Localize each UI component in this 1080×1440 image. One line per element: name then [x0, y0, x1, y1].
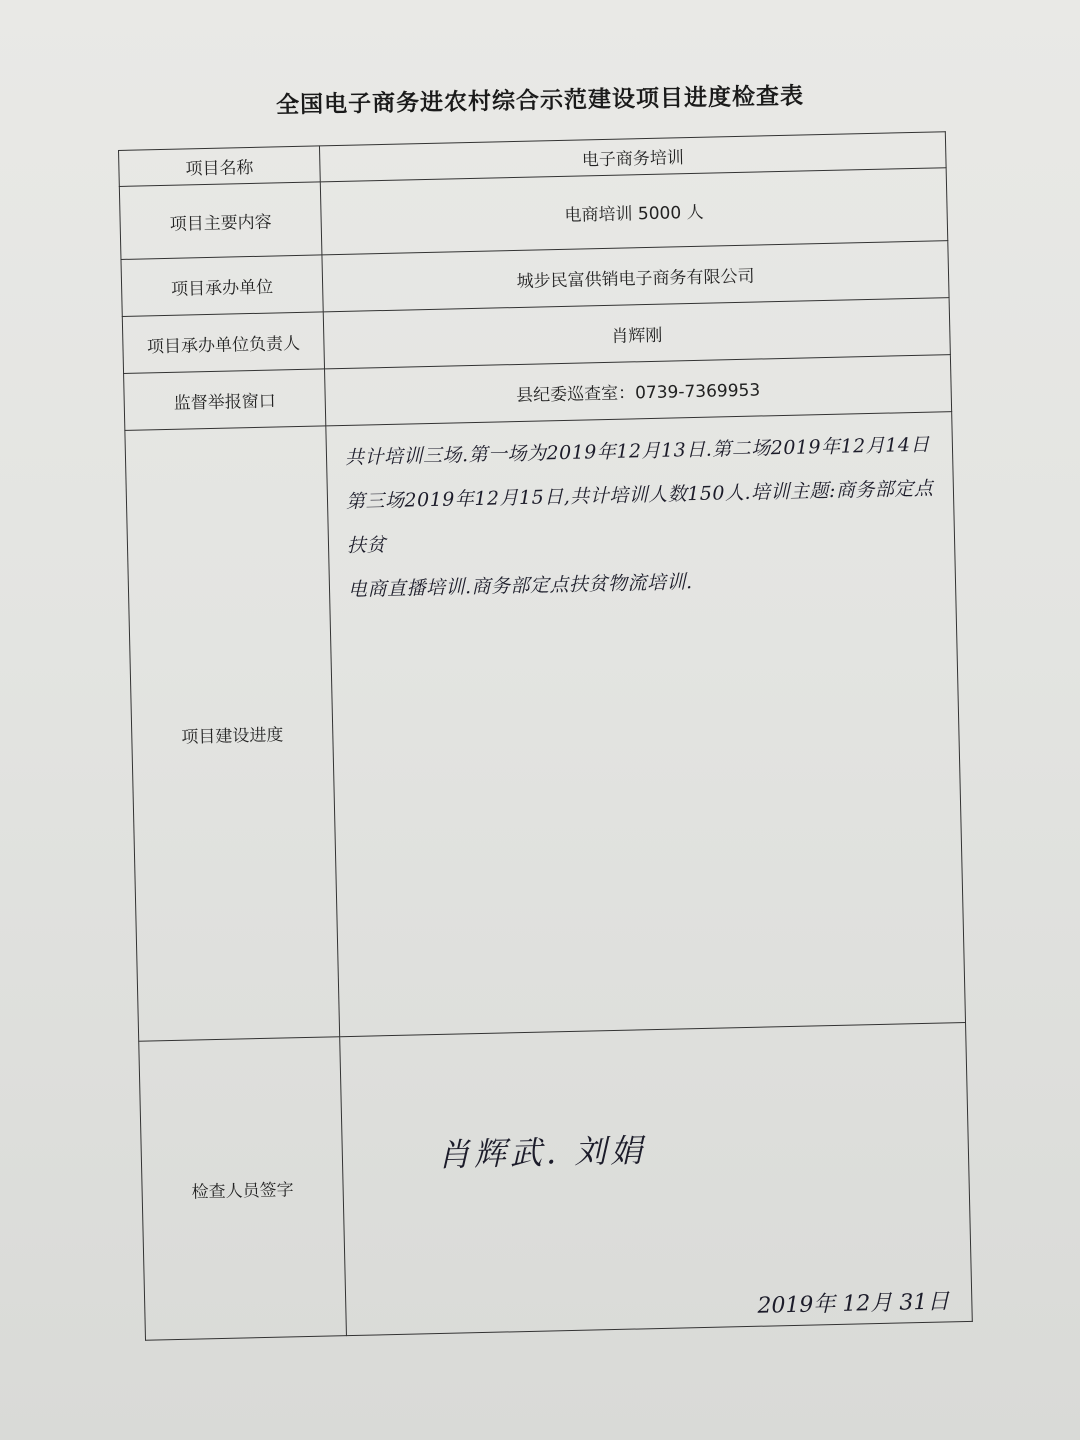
report-window-value: 县纪委巡查室：0739-7369953 — [325, 355, 952, 426]
form-row-progress — [125, 412, 966, 1042]
document-title: 全国电子商务进农村综合示范建设项目进度检查表 — [275, 83, 805, 119]
inspector-signature-area — [340, 1022, 973, 1335]
organizer-label: 项目承办单位 — [121, 255, 323, 317]
signature-date: 2019年 12月 31日 — [757, 1289, 950, 1319]
progress-check-form — [118, 131, 973, 1340]
handwritten-line: 第三场2019年12月15日,共计培训人数150人.培训主题:商务部定点扶贫 — [345, 477, 934, 557]
report-window-label: 监督举报窗口 — [124, 369, 326, 431]
handwritten-line: 电商直播培训.商务部定点扶贫物流培训. — [347, 571, 693, 601]
main-content-value: 电商培训 5000 人 — [320, 168, 947, 255]
project-name-label: 项目名称 — [119, 146, 321, 187]
handwritten-progress-notes — [326, 412, 955, 612]
organizer-lead-value: 肖辉刚 — [323, 298, 950, 369]
organizer-value: 城步民富供销电子商务有限公司 — [322, 241, 949, 312]
organizer-lead-label: 项目承办单位负责人 — [122, 312, 324, 374]
main-content-label: 项目主要内容 — [119, 182, 322, 260]
progress-label: 项目建设进度 — [125, 426, 340, 1041]
project-name-value: 电子商务培训 — [319, 132, 946, 182]
progress-value — [326, 412, 966, 1037]
form-row-inspector — [139, 1022, 973, 1340]
handwritten-signatures: 肖辉武. 刘娟 — [437, 1131, 647, 1174]
inspector-label: 检查人员签字 — [139, 1037, 347, 1340]
handwritten-line: 共计培训三场.第一场为2019年12月13日.第二场2019年12月14日 — [344, 433, 931, 469]
